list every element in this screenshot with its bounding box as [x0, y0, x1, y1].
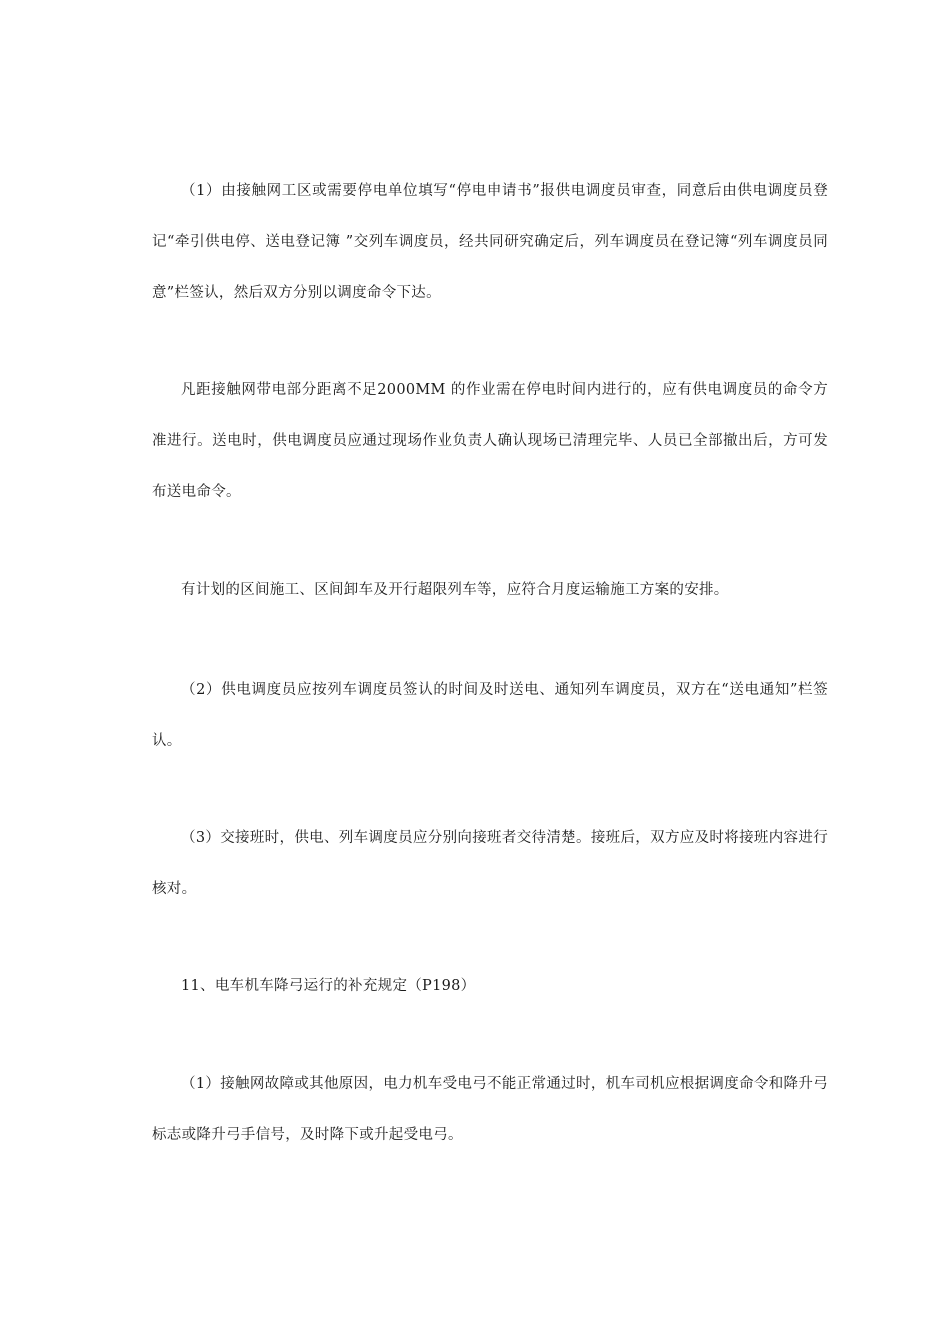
paragraph-distance-requirement: 凡距接触网带电部分距离不足2000MM 的作业需在停电时间内进行的，应有供电调度员的命令方准进行。送电时，供电调度员应通过现场作业负责人确认现场已清理完毕、人员已全部撤出后，方可发布送电命令。	[152, 382, 828, 500]
paragraph-power-restoration: （2）供电调度员应按列车调度员签认的时间及时送电、通知列车调度员，双方在“送电通知”栏签认。	[152, 682, 828, 749]
paragraph-planned-construction: 有计划的区间施工、区间卸车及开行超限列车等，应符合月度运输施工方案的安排。	[181, 582, 729, 598]
paragraph-shift-handover: （3）交接班时，供电、列车调度员应分别向接班者交待清楚。接班后，双方应及时将接班内容进行核对。	[152, 830, 828, 897]
paragraph-power-outage-application: （1）由接触网工区或需要停电单位填写“停电申请书”报供电调度员审查，同意后由供电调度员登记“牵引供电停、送电登记簿 ”交列车调度员，经共同研究确定后，列车调度员在登记簿“列车调度员同意”栏签认，然后双方分别以调度命令下达。	[152, 183, 828, 301]
section-heading-pantograph-rules: 11、电车机车降弓运行的补充规定（P198）	[181, 978, 476, 994]
paragraph-pantograph-lowering: （1）接触网故障或其他原因，电力机车受电弓不能正常通过时，机车司机应根据调度命令和降升弓标志或降升弓手信号，及时降下或升起受电弓。	[152, 1076, 828, 1143]
